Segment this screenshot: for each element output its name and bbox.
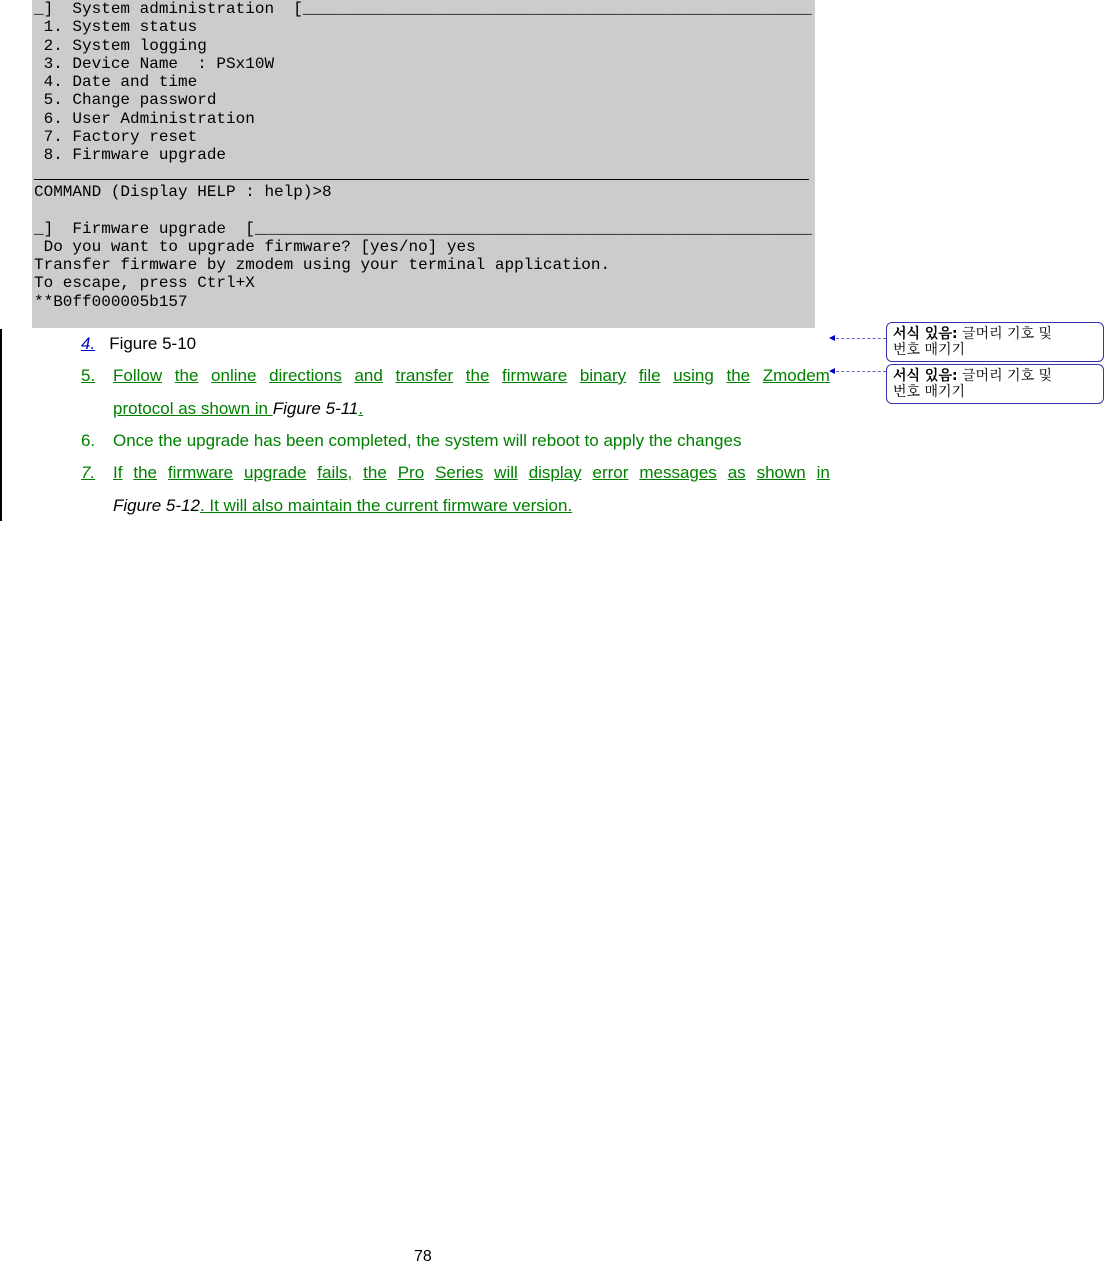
comment-label: 서식 있음:	[893, 326, 958, 342]
step-5	[81, 366, 830, 386]
terminal-line: 6. User Administration	[34, 109, 255, 128]
terminal-line: 3. Device Name : PSx10W	[34, 54, 275, 73]
step-5-word: online	[211, 366, 257, 385]
terminal-line: 8. Firmware upgrade	[34, 146, 227, 165]
step-7-word: as	[727, 463, 746, 482]
step-7-line-2	[113, 496, 572, 516]
step-5-word: directions	[269, 366, 342, 385]
step-5-line-1	[113, 366, 830, 386]
step-5-word: transfer	[395, 366, 454, 385]
terminal-line	[34, 201, 815, 219]
step-5-word: binary	[579, 366, 627, 385]
terminal-line: 5. Change password	[34, 91, 217, 110]
step-7-word: fails,	[317, 463, 353, 482]
step-7-word: the	[363, 463, 387, 482]
step-7-number: 7.	[81, 463, 96, 482]
comment-leader	[836, 338, 886, 339]
step-7-text: . It will also maintain the current firmware version.	[199, 496, 573, 515]
step-5-word: using	[673, 366, 714, 385]
terminal-line: **B0ff000005b157	[34, 292, 188, 311]
step-5-figure-ref: Figure 5-11	[272, 399, 359, 418]
comment-balloon[interactable]	[886, 322, 1104, 362]
step-5-number: 5.	[81, 366, 96, 385]
step-5-word: and	[354, 366, 383, 385]
step-7-line-1	[113, 463, 830, 483]
step-7-word: firmware	[167, 463, 234, 482]
step-5-word: firmware	[502, 366, 568, 385]
terminal-line: 4. Date and time	[34, 73, 198, 92]
step-5-word: the	[465, 366, 490, 385]
terminal-line: 2. System logging	[34, 36, 207, 55]
step-7-word: error	[592, 463, 629, 482]
step-6-text: Once the upgrade has been completed, the system will reboot to apply the changes	[113, 431, 742, 450]
comment-text: 글머리 기호 및	[957, 326, 1053, 342]
step-5-word: Zmodem	[762, 366, 830, 385]
step-7-word: in	[816, 463, 830, 482]
step-5-period: .	[358, 399, 364, 418]
comment-leader	[836, 371, 886, 372]
step-5-word: the	[726, 366, 751, 385]
comment-text: 글머리 기호 및	[957, 368, 1053, 384]
step-7-word: the	[133, 463, 157, 482]
step-7-word: If	[113, 463, 123, 482]
comment-text-2: 번호 매기기	[893, 342, 966, 358]
step-7	[81, 463, 830, 483]
step-7-word: shown	[756, 463, 806, 482]
terminal-line: Do you want to upgrade firmware? [yes/no] yes	[34, 237, 476, 256]
step-4-text: Figure 5-10	[109, 334, 197, 353]
comment-balloon[interactable]	[886, 364, 1104, 404]
step-7-word: Pro	[397, 463, 425, 482]
step-4	[81, 334, 196, 354]
step-6	[81, 431, 741, 451]
step-5-line-2	[113, 399, 363, 419]
terminal-line: _] System administration [_____________________________________________________	[34, 0, 812, 18]
terminal-line: _] Firmware upgrade [__________________________________________________________	[34, 219, 812, 238]
step-7-word: display	[528, 463, 582, 482]
step-7-word: messages	[639, 463, 717, 482]
step-6-number: 6.	[81, 431, 96, 450]
page-number: 78	[414, 1248, 432, 1265]
comment-label: 서식 있음:	[893, 368, 958, 384]
step-5-word: file	[638, 366, 661, 385]
step-7-word: Series	[435, 463, 484, 482]
step-5-text: protocol as shown in	[113, 399, 273, 418]
comment-arrow-icon	[829, 335, 835, 341]
terminal-line: COMMAND (Display HELP : help)>8	[34, 182, 332, 201]
terminal-screenshot	[32, 0, 815, 328]
terminal-separator	[34, 165, 815, 183]
step-5-word: Follow	[113, 366, 163, 385]
step-5-word: the	[174, 366, 199, 385]
step-7-word: upgrade	[243, 463, 307, 482]
comment-arrow-icon	[829, 368, 835, 374]
step-4-number: 4.	[81, 334, 96, 353]
step-7-word: will	[494, 463, 518, 482]
change-bar	[0, 329, 2, 521]
comment-text-2: 번호 매기기	[893, 384, 966, 400]
step-7-figure-ref: Figure 5-12	[113, 496, 200, 515]
terminal-line: 1. System status	[34, 18, 198, 37]
terminal-line: 7. Factory reset	[34, 128, 198, 147]
terminal-line: Transfer firmware by zmodem using your terminal application.	[34, 256, 611, 275]
terminal-line: To escape, press Ctrl+X	[34, 274, 255, 293]
